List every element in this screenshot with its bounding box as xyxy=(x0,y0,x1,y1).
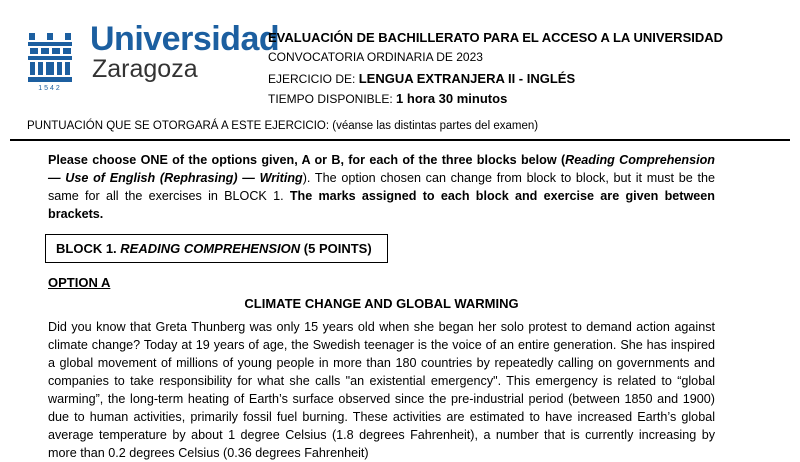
convocatoria: CONVOCATORIA ORDINARIA DE 2023 xyxy=(268,50,483,64)
exercise-line xyxy=(268,72,575,85)
crest-year: 1542 xyxy=(38,85,62,92)
logo-university-text: Universidad xyxy=(90,20,280,58)
article-text: Did you know that Greta Thunberg was only 15 years old when she began her solo protest to demand action against climate change? Today at 19 years of age, the Swedish teenager is the voice of an entire generation. She has inspired a global movement of millions of young people in more than 180 countries by repeatedly calling on governments and companies to take responsibility for what she calls "an existential emergency". This emergency is related to “global warming”, the long-term heating of Earth’s surface observed since the pre-industrial period (between 1850 and 1900) due to human activities, primarily fossil fuel burning. These activities are estimated to have increased Earth’s global average temperature by about 1 degree Celsius (1.8 degrees Fahrenheit), a number that is currently increasing by more than 0.2 degrees Celsius (0.36 degrees Fahrenheit) xyxy=(48,320,715,460)
instructions-part1: Please choose ONE of the options given, A or B, for each of the three blocks below ( xyxy=(48,153,566,167)
score-note: PUNTUACIÓN QUE SE OTORGARÁ A ESTE EJERCICIO: (véanse las distintas partes del examen) xyxy=(27,120,539,132)
exercise-value: LENGUA EXTRANJERA II - INGLÉS xyxy=(358,71,576,86)
block-points: (5 POINTS) xyxy=(303,241,372,256)
logo-city-text: Zaragoza xyxy=(92,55,198,83)
block-name: READING COMPREHENSION xyxy=(120,241,301,256)
time-label: TIEMPO DISPONIBLE: xyxy=(268,92,393,106)
exam-title: EVALUACIÓN DE BACHILLERATO PARA EL ACCESO A LA UNIVERSIDAD xyxy=(268,30,724,45)
article-title: CLIMATE CHANGE AND GLOBAL WARMING xyxy=(244,296,519,311)
exercise-label: EJERCICIO DE: xyxy=(268,72,356,86)
instructions-part2: Reading Comprehension — Use of English (Rephrasing) — Writing xyxy=(48,153,715,185)
option-label: OPTION A xyxy=(48,275,111,290)
block-heading xyxy=(45,234,388,263)
instructions xyxy=(48,151,715,223)
instructions-part4: The marks assigned to each block and exercise are given between brackets. xyxy=(48,189,715,221)
header-divider xyxy=(10,139,790,141)
time-line xyxy=(268,92,507,105)
instructions-part3: ). The option chosen can change from block to block, but it must be the same for all the exercises in BLOCK 1. xyxy=(48,171,715,203)
block-prefix: BLOCK 1. xyxy=(56,241,117,256)
time-value: 1 hora 30 minutos xyxy=(396,91,508,106)
